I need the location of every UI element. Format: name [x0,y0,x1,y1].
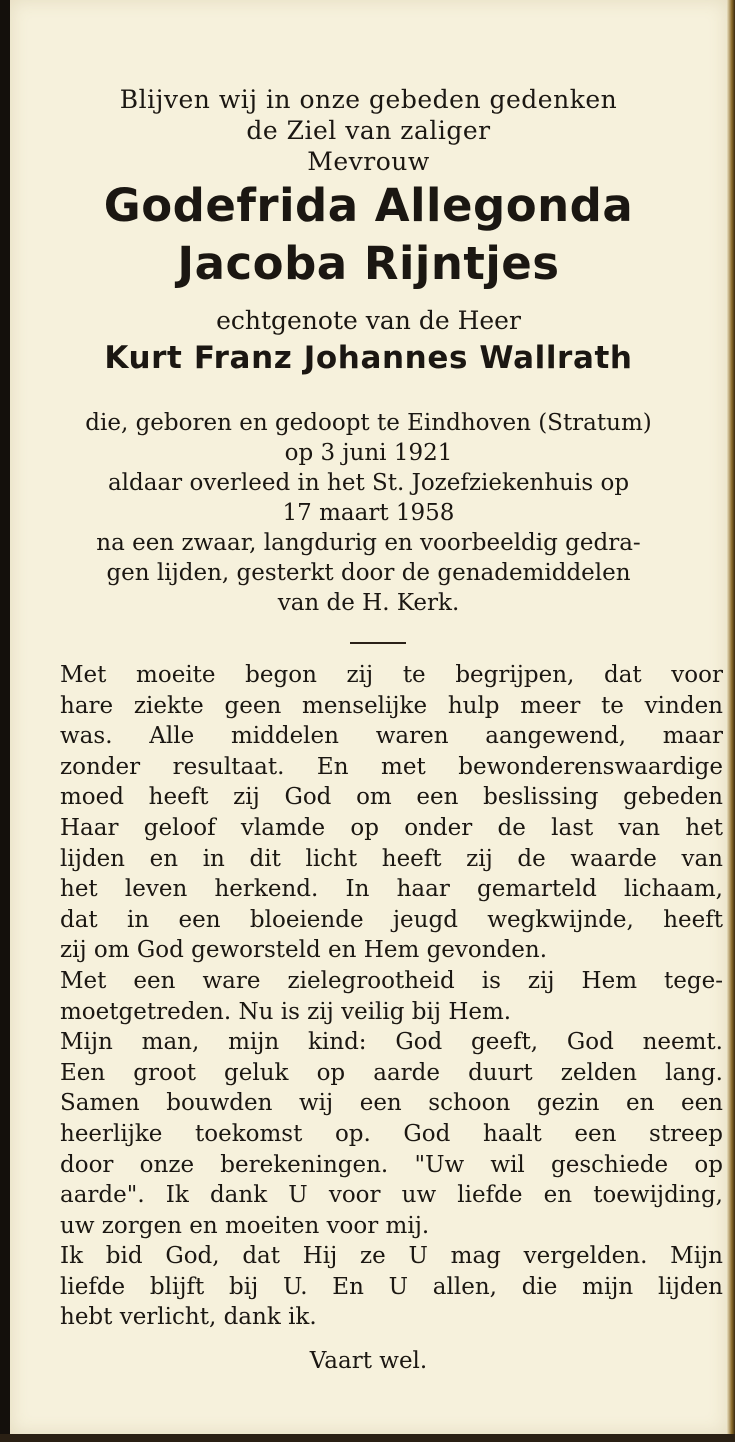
card-right-edge [727,0,735,1442]
spouse-name: Kurt Franz Johannes Wallrath [104,340,633,376]
card-bottom-edge [0,1434,735,1442]
body-line: Mijn man, mijn kind: God geeft, God neemt. [60,1029,723,1056]
facts-line: na een zwaar, langdurig en voorbeeldig gedra- [96,530,641,556]
deceased-name-line: Godefrida Allegonda [103,179,634,232]
body-text [60,660,723,1333]
body-line: het leven herkend. In haar gemarteld lichaam, [60,876,723,903]
body-line: zonder resultaat. En met bewonderenswaardige [60,753,723,780]
intro-line: Mevrouw [307,147,430,176]
body-line: hebt verlicht, dank ik. [60,1304,317,1331]
closing-farewell: Vaart wel. [309,1348,428,1374]
birth-death-facts [10,408,727,618]
body-line: moed heeft zij God om een beslissing gebeden [60,784,723,811]
body-line: moetgetreden. Nu is zij veilig bij Hem. [60,998,512,1025]
body-line: lijden en in dit licht heeft zij de waarde van [60,845,723,872]
facts-line: van de H. Kerk. [277,590,460,616]
body-line: door onze berekeningen. "Uw wil geschiede op [60,1151,723,1178]
body-line: aarde". Ik dank U voor uw liefde en toewijding, [60,1182,723,1209]
card-header [10,84,727,380]
deceased-name-line: Jacoba Rijntjes [177,237,560,290]
body-line: Met een ware zielegrootheid is zij Hem tege- [60,967,723,994]
body-line: Samen bouwden wij een schoon gezin en een [60,1090,723,1117]
body-line: Een groot geluk op aarde duurt zelden lang. [60,1059,723,1086]
body-line: dat in een bloeiende jeugd wegkwijnde, heeft [60,906,723,933]
intro-line: de Ziel van zaliger [246,116,491,145]
body-line: was. Alle middelen waren aangewend, maar [60,723,723,750]
body-line: Met moeite begon zij te begrijpen, dat voor [60,662,723,688]
facts-line: gen lijden, gesterkt door de genademiddelen [106,560,631,586]
facts-line: die, geboren en gedoopt te Eindhoven (Stratum) [85,410,652,436]
facts-line: op 3 juni 1921 [284,440,453,466]
body-line: uw zorgen en moeiten voor mij. [60,1212,430,1239]
memorial-card [10,0,727,1434]
body-line: Haar geloof vlamde op onder de last van het [60,814,723,841]
body-line: hare ziekte geen menselijke hulp meer te vinden [60,692,723,719]
section-divider [350,642,406,644]
facts-line: 17 maart 1958 [282,500,455,526]
body-line: liefde blijft bij U. En U allen, die mijn lijden [60,1273,723,1300]
facts-line: aldaar overleed in het St. Jozefziekenhuis op [107,470,630,496]
spouse-intro: echtgenote van de Heer [216,306,521,335]
body-line: heerlijke toekomst op. God haalt een streep [60,1120,723,1147]
intro-line: Blijven wij in onze gebeden gedenken [119,85,618,114]
body-line: zij om God geworsteld en Hem gevonden. [60,937,548,964]
card-left-edge [0,0,10,1442]
body-line: Ik bid God, dat Hij ze U mag vergelden. Mijn [60,1243,723,1270]
